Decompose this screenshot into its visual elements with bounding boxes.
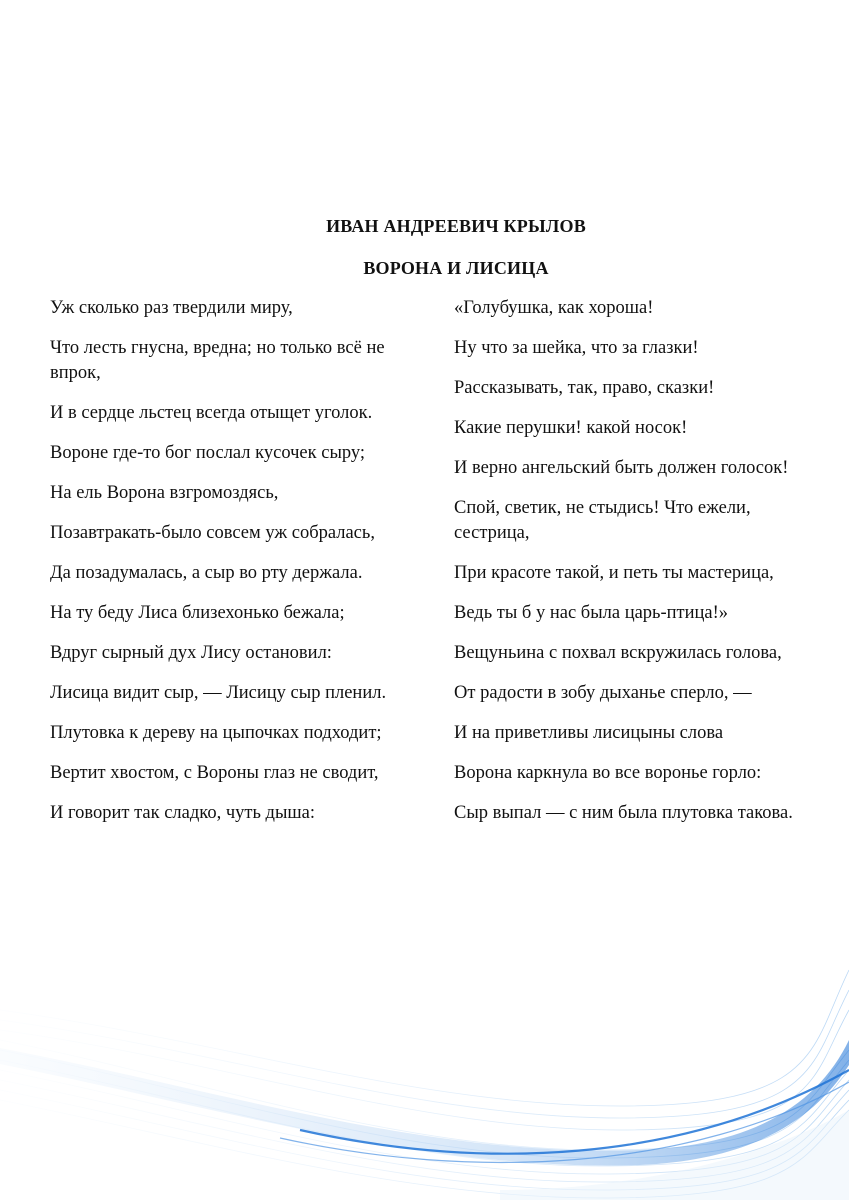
poem-line: Что лесть гнусна, вредна; но только всё не впрок, [50,338,385,383]
poem-line: И говорит так сладко, чуть дыша: [50,803,315,823]
poem-line: Вороне где-то бог послал кусочек сыру; [50,443,366,463]
poem-line: При красоте такой, и петь ты мастерица, [454,563,774,583]
poem-line: Лисица видит сыр, — Лисицу сыр пленил. [50,683,387,703]
poem-line: Уж сколько раз твердили миру, [50,298,293,318]
poem-line: Сыр выпал — с ним была плутовка такова. [454,803,793,823]
poem-line: Ворона каркнула во все воронье горло: [454,763,762,783]
poem-line: И на приветливы лисицыны слова [454,723,724,743]
poem-column-left [50,296,420,841]
poem-line: И в сердце льстец всегда отыщет уголок. [50,403,373,423]
poem-line: Позавтракать-было совсем уж собралась, [50,523,375,543]
poem-line: «Голубушка, как хороша! [454,298,654,318]
poem-line: Вертит хвостом, с Вороны глаз не сводит, [50,763,379,783]
poem-line: И верно ангельский быть должен голосок! [454,458,789,478]
poem-line: Вдруг сырный дух Лису остановил: [50,643,332,663]
poem-line: На ель Ворона взгромоздясь, [50,483,279,503]
poem-title: ВОРОНА И ЛИСИЦА [363,258,549,278]
poem-line: Плутовка к дереву на цыпочках подходит; [50,723,382,743]
poem-line: Да позадумалась, а сыр во рту держала. [50,563,363,583]
poem-line: От радости в зобу дыханье сперло, — [454,683,752,703]
poem-line: Ну что за шейка, что за глазки! [454,338,699,358]
poem-line: Рассказывать, так, право, сказки! [454,378,715,398]
author-heading: ИВАН АНДРЕЕВИЧ КРЫЛОВ [326,216,586,236]
poem-line: Ведь ты б у нас была царь-птица!» [454,603,729,623]
poem-line: Спой, светик, не стыдись! Что ежели, сестрица, [454,498,751,543]
poem-line: На ту беду Лиса близехонько бежала; [50,603,345,623]
poem-line: Вещуньина с похвал вскружилась голова, [454,643,782,663]
poem-line: Какие перушки! какой носок! [454,418,688,438]
poem-column-right [454,296,814,841]
